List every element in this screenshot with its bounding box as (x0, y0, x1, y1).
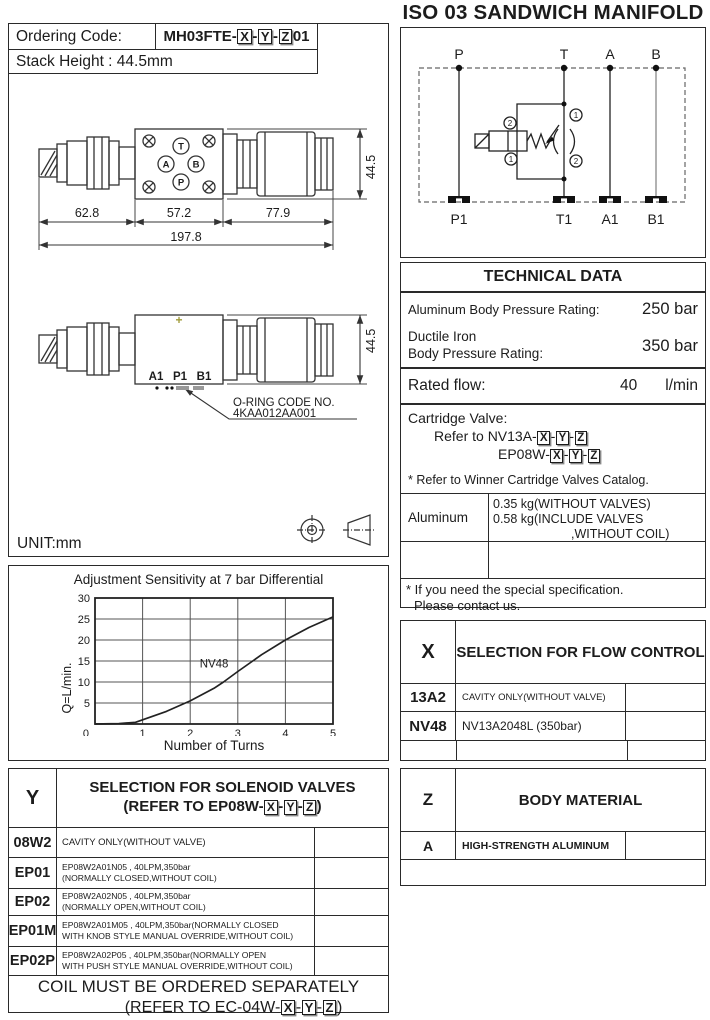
schematic-port-t: T (559, 46, 569, 62)
y-row-code: EP02 (9, 889, 57, 915)
dim-44-5: 44.5 (364, 154, 378, 180)
rated-flow-value: 40 (620, 377, 638, 394)
code-suffix: 01 (292, 28, 310, 45)
adjustment-sensitivity-chart (9, 588, 388, 736)
table-row-empty (401, 741, 705, 761)
iron-pressure-label-l2: Body Pressure Rating: (408, 346, 544, 361)
coil-box-y: Y (302, 1000, 316, 1016)
z-row-code: A (401, 832, 456, 859)
table-row (9, 889, 388, 916)
table-row (9, 916, 388, 947)
coil-note-line2 (55, 998, 343, 1017)
z-row-desc: HIGH-STRENGTH ALUMINUM (462, 839, 610, 852)
oring-note-line1: O-RING CODE NO. (233, 397, 335, 409)
svg-text:15: 15 (77, 656, 90, 668)
hydraulic-schematic-panel (400, 27, 706, 258)
chart-ylabel: Q=L/min. (60, 662, 74, 714)
valve-side-view-drawing (9, 292, 388, 442)
iron-pressure-value: 350 bar (642, 336, 698, 355)
chart-title: Adjustment Sensitivity at 7 bar Differential (73, 572, 324, 587)
special-spec-line2: Please contact us. (414, 598, 521, 614)
cart2-box-y: Y (569, 449, 582, 463)
svg-text:1: 1 (139, 728, 146, 736)
special-spec-line1: * If you need the special specification. (406, 582, 624, 597)
technical-data-header: TECHNICAL DATA (401, 263, 705, 293)
svg-text:4: 4 (282, 728, 289, 736)
cart2-box-x: X (550, 449, 563, 463)
alu-pressure-label: Aluminum Body Pressure Rating: (408, 301, 600, 317)
x-row-desc: CAVITY ONLY(WITHOUT VALVE) (462, 692, 606, 703)
technical-data-panel (400, 262, 706, 614)
oring-note-line2: 4KAA012AA001 (233, 408, 317, 420)
cart2-prefix: EP08W- (498, 446, 550, 463)
y-row-code: EP01M (9, 916, 57, 946)
coil-suffix: ) (336, 998, 343, 1016)
x-row-code: NV48 (401, 712, 456, 740)
y-header-sep: - (278, 798, 284, 815)
y-row-code: 08W2 (9, 828, 57, 857)
y-table-header-line2 (123, 798, 321, 817)
weight-line2: 0.58 kg(INCLUDE VALVES (493, 512, 644, 526)
weight-line3: ,WITHOUT COIL) (571, 527, 670, 541)
dim-44-5-side: 44.5 (364, 328, 378, 353)
circled-2: 2 (507, 119, 513, 128)
coil-box-z: Z (323, 1000, 337, 1016)
ordering-code-label: Ordering Code: (8, 23, 156, 50)
table-row (401, 712, 705, 741)
y-row-desc: EP08W2A01M05 , 40LPM,350bar(NORMALLY CLOSED (62, 920, 279, 931)
y-row-code: EP01 (9, 858, 57, 888)
cartridge-line1: Cartridge Valve: (408, 410, 508, 426)
y-row-code: EP02P (9, 947, 57, 975)
body-material-table (400, 768, 706, 886)
cartridge-line3 (408, 445, 698, 463)
cart-box-y: Y (556, 431, 569, 445)
code-box-y: Y (258, 29, 272, 45)
y-table-key: Y (9, 769, 57, 827)
special-spec-note (401, 579, 705, 615)
y-row-desc: EP08W2A02N05 , 40LPM,350bar (62, 891, 191, 902)
y-row-desc: EP08W2A01N05 , 40LPM,350bar (62, 862, 191, 873)
circled-1: 1 (573, 111, 579, 120)
coil-prefix: (REFER TO EC-04W- (124, 998, 281, 1016)
y-header-suffix: ) (316, 798, 322, 815)
spring-icon (527, 134, 550, 148)
cart-box-x: X (537, 431, 550, 445)
plus-mark: + (175, 313, 183, 327)
code-box-x: X (237, 29, 251, 45)
cart-sep: - (569, 428, 575, 445)
schematic-port-p1: P1 (450, 211, 468, 227)
flow-control-selection-table (400, 620, 706, 761)
page-title: ISO 03 SANDWICH MANIFOLD (402, 1, 704, 24)
dim-57-2: 57.2 (166, 206, 192, 220)
rated-flow-unit: l/min (665, 377, 698, 394)
solenoid-valve-selection-table (8, 768, 389, 1016)
port-t-label: T (178, 141, 184, 153)
cart-prefix: Refer to NV13A- (434, 428, 537, 445)
throttle-arc (570, 129, 575, 154)
chart-xlabel: Number of Turns (163, 738, 265, 753)
rated-flow-label: Rated flow: (408, 377, 486, 394)
cartridge-valve-note (401, 405, 705, 473)
port-b1-label: B1 (196, 371, 212, 383)
cart-box-z: Z (575, 431, 587, 445)
circled-1: 1 (508, 155, 514, 164)
cartridge-line2 (408, 427, 698, 445)
table-row (9, 858, 388, 889)
y-row-desc2: (NORMALLY OPEN,WITHOUT COIL) (62, 902, 206, 912)
oring-groove-marks (155, 386, 204, 390)
z-table-header: BODY MATERIAL (518, 791, 643, 809)
code-prefix: MH03FTE- (163, 28, 237, 45)
stack-height-row: Stack Height : 44.5mm (8, 50, 318, 74)
svg-text:30: 30 (77, 593, 90, 605)
alu-pressure-value: 250 bar (642, 299, 698, 318)
svg-text:25: 25 (77, 614, 90, 626)
code-sep: - (252, 28, 258, 45)
cart-sep: - (550, 428, 556, 445)
schematic-port-b: B (651, 46, 661, 62)
oring-leader-arrowhead (185, 389, 193, 396)
weight-values (489, 494, 705, 542)
dim-62-8: 62.8 (74, 206, 100, 220)
y-row-desc: EP08W2A02P05 , 40LPM,350bar(NORMALLY OPEN (62, 950, 267, 961)
coil-note-line1: COIL MUST BE ORDERED SEPARATELY (37, 977, 360, 997)
schematic-port-t1: T1 (555, 211, 573, 227)
schematic-port-a: A (605, 46, 615, 62)
coil-note (9, 976, 388, 1018)
svg-text:2: 2 (187, 728, 194, 736)
port-a1-label: A1 (148, 371, 164, 383)
svg-text:5: 5 (83, 698, 90, 710)
cart2-sep: - (563, 446, 569, 463)
y-header-box-y: Y (284, 800, 297, 815)
cart2-box-z: Z (588, 449, 600, 463)
schematic-port-b1: B1 (647, 211, 665, 227)
y-row-desc2: WITH PUSH STYLE MANUAL OVERRIDE,WITHOUT COIL) (62, 961, 293, 971)
unit-label: UNIT:mm (17, 535, 82, 552)
coil-sep: - (316, 998, 323, 1016)
svg-text:20: 20 (77, 635, 90, 647)
weight-line1: 0.35 kg(WITHOUT VALVES) (493, 497, 651, 511)
svg-text:5: 5 (329, 728, 337, 736)
y-row-desc2: WITH KNOB STYLE MANUAL OVERRIDE,WITHOUT COIL) (62, 931, 294, 941)
chart-panel (8, 565, 389, 761)
y-header-prefix: (REFER TO EP08W- (123, 798, 264, 815)
y-header-sep: - (297, 798, 303, 815)
iron-pressure-label-l1: Ductile Iron (408, 329, 477, 345)
table-row (401, 684, 705, 712)
ordering-code-table (8, 23, 318, 74)
ordering-code-value (156, 23, 318, 50)
coil-box-x: X (281, 1000, 295, 1016)
z-table-key: Z (401, 769, 456, 831)
cart2-sep: - (582, 446, 588, 463)
circled-2: 2 (573, 157, 579, 166)
port-letters (163, 142, 200, 189)
port-p-label: P (177, 177, 185, 189)
winner-catalog-note: * Refer to Winner Cartridge Valves Catalog. (408, 473, 649, 487)
weight-material: Aluminum (401, 494, 488, 542)
code-sep: - (272, 28, 278, 45)
x-row-desc: NV13A2048L (350bar) (462, 719, 582, 733)
y-row-desc2: (NORMALLY CLOSED,WITHOUT COIL) (62, 873, 217, 883)
y-row-desc: CAVITY ONLY(WITHOUT VALVE) (62, 836, 206, 848)
first-angle-projection-icon (290, 510, 380, 550)
chart-series-line (95, 617, 333, 724)
port-b-label: B (192, 159, 200, 171)
valve-top-view-drawing (9, 114, 388, 269)
drawing-panel (8, 23, 389, 557)
table-row (401, 832, 705, 860)
dim-197-8: 197.8 (170, 230, 202, 244)
side-port-labels (149, 371, 212, 383)
y-header-box-z: Z (303, 800, 316, 815)
svg-text:3: 3 (234, 728, 241, 736)
code-box-z: Z (279, 29, 293, 45)
x-table-header: SELECTION FOR FLOW CONTROL (456, 643, 705, 661)
x-row-code: 13A2 (401, 684, 456, 711)
x-table-key: X (401, 621, 456, 683)
coil-sep: - (295, 998, 302, 1016)
y-header-box-x: X (264, 800, 277, 815)
port-a-label: A (162, 159, 170, 171)
table-row (9, 947, 388, 976)
svg-text:10: 10 (77, 677, 90, 689)
port-p1-label: P1 (172, 371, 188, 383)
series-label: NV48 (199, 658, 229, 671)
svg-text:0: 0 (82, 728, 89, 736)
weight-table (401, 493, 705, 579)
hydraulic-schematic (401, 28, 704, 256)
schematic-port-a1: A1 (601, 211, 619, 227)
table-row (9, 828, 388, 858)
y-table-header-line1: SELECTION FOR SOLENOID VALVES (89, 779, 356, 797)
schematic-port-p: P (454, 46, 464, 62)
dim-77-9: 77.9 (265, 206, 291, 220)
